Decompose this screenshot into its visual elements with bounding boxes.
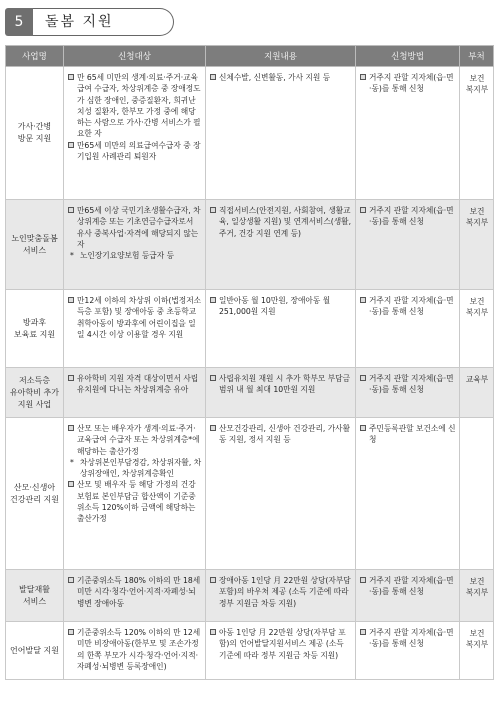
target-list [68, 295, 202, 340]
list-item [210, 627, 352, 661]
support-cell [206, 368, 356, 418]
section-title: 돌봄 지원 [33, 8, 174, 36]
list-item [68, 423, 202, 457]
method-cell [356, 570, 460, 622]
list-item [68, 295, 202, 340]
program-name: 노인맞춤돌봄 서비스 [6, 200, 64, 290]
method-cell [356, 200, 460, 290]
table-row [6, 368, 494, 418]
list-item [360, 423, 456, 446]
target-cell [64, 418, 206, 570]
list-item [360, 373, 456, 396]
bullet-icon [68, 577, 74, 583]
col-header-target: 신청대상 [64, 46, 206, 67]
bullet-icon [210, 629, 216, 635]
agency-cell: 보건 복지부 [460, 622, 494, 680]
agency-cell: 보건 복지부 [460, 290, 494, 368]
bullet-icon [360, 375, 366, 381]
bullet-icon [360, 74, 366, 80]
method-list [360, 72, 456, 95]
list-item [360, 575, 456, 598]
support-cell [206, 67, 356, 200]
support-list [210, 575, 352, 609]
list-item [210, 205, 352, 239]
target-cell [64, 622, 206, 680]
table-row [6, 418, 494, 570]
target-cell [64, 570, 206, 622]
target-list [68, 627, 202, 672]
item-text: 만 65세 미만의 생계·의료·주거·교육급여 수급자, 차상위계층 중 장애정도가 심한 장애인, 중증질환자, 희귀난치성 질환자, 한부모 가정 중에 해당하는 사람으로 가사·간병 서비스가 필요한 자 [77, 73, 201, 139]
program-name: 방과후 보육료 지원 [6, 290, 64, 368]
target-list [68, 72, 202, 162]
agency-cell [460, 418, 494, 570]
list-item [210, 373, 352, 396]
item-text: 산모 및 배우자 등 해당 가정의 건강보험료 본인부담금 합산액이 기준중위소득 120%이하 금액에 해당하는 출산가정 [77, 480, 196, 524]
bullet-icon [360, 577, 366, 583]
note-text: 차상위본인부담경감, 차상위자활, 차상위장애인, 차상위계층확인 [80, 457, 202, 479]
program-name: 저소득층 유아학비 추가 지원 사업 [6, 368, 64, 418]
bullet-icon [68, 629, 74, 635]
section-header [5, 8, 165, 36]
list-item [68, 72, 202, 140]
list-item [68, 205, 202, 250]
list-item [360, 295, 456, 318]
target-cell [64, 290, 206, 368]
support-cell [206, 290, 356, 368]
agency-cell: 보건 복지부 [460, 200, 494, 290]
method-list [360, 627, 456, 650]
target-cell [64, 200, 206, 290]
item-text: 산모건강관리, 신생아 건강관리, 가사활동 지원, 정서 지원 등 [219, 424, 351, 445]
table-row [6, 622, 494, 680]
item-text: 만65세 이상 국민기초생활수급자, 차상위계층 또는 기초연금수급자로서 유사 중복사업·자격에 해당되지 않는 자 [77, 206, 201, 249]
col-header-support: 지원내용 [206, 46, 356, 67]
support-table [5, 45, 494, 680]
agency-cell: 보건 복지부 [460, 67, 494, 200]
asterisk-icon: * [70, 457, 74, 467]
bullet-icon [210, 577, 216, 583]
bullet-icon [360, 207, 366, 213]
agency-cell: 교육부 [460, 368, 494, 418]
asterisk-icon: * [70, 251, 74, 261]
program-name: 산모·신생아 건강관리 지원 [6, 418, 64, 570]
col-header-method: 신청방법 [356, 46, 460, 67]
method-list [360, 373, 456, 396]
bullet-icon [360, 297, 366, 303]
item-text: 주민등록관할 보건소에 신청 [369, 424, 456, 445]
item-text: 거주지 관할 지자체(읍·면·동)를 통해 신청 [369, 296, 454, 317]
list-item [210, 423, 352, 446]
item-text: 신체수발, 신변활동, 가사 지원 등 [219, 73, 331, 82]
table-header-row [6, 46, 494, 67]
support-cell [206, 570, 356, 622]
note-item [68, 250, 202, 261]
support-cell [206, 622, 356, 680]
item-text: 거주지 관할 지자체(읍·면·동)를 통해 신청 [369, 206, 454, 227]
target-list [68, 575, 202, 609]
list-item [360, 72, 456, 95]
item-text: 거주지 관할 지자체(읍·면·동)를 통해 신청 [369, 73, 454, 94]
support-list [210, 373, 352, 396]
method-list [360, 575, 456, 598]
table-row [6, 570, 494, 622]
bullet-icon [210, 74, 216, 80]
program-name: 가사·간병 방문 지원 [6, 67, 64, 200]
item-text: 거주지 관할 지자체(읍·면·동)를 통해 신청 [369, 576, 454, 597]
item-text: 유아학비 지원 자격 대상이면서 사립유치원에 다니는 차상위계층 유아 [77, 374, 199, 395]
bullet-icon [68, 481, 74, 487]
list-item [210, 72, 352, 83]
item-text: 사립유치원 재원 시 추가 학부모 부담금 범위 내 월 최대 10만원 지원 [219, 374, 351, 395]
bullet-icon [68, 425, 74, 431]
list-item [68, 373, 202, 396]
item-text: 산모 또는 배우자가 생계·의료·주거·교육급여 수급자 또는 차상위계층*에 해당하는 출산가정 [77, 424, 200, 456]
target-list [68, 205, 202, 261]
bullet-icon [210, 425, 216, 431]
list-item [210, 575, 352, 609]
list-item [360, 205, 456, 228]
item-text: 기준중위소득 180% 이하의 만 18세 미만 시각·청각·언어·지적·자폐성·뇌병변 장애아동 [77, 576, 201, 608]
target-list [68, 423, 202, 525]
list-item [68, 140, 202, 163]
item-text: 거주지 관할 지자체(읍·면·동)를 통해 신청 [369, 628, 454, 649]
item-text: 만12세 이하의 차상위 이하(법정저소득층 포함) 및 장애아동 중 초등학교 취학아동이 방과후에 어린이집을 일일 4시간 이상 이용할 경우 지원 [77, 296, 202, 339]
item-text: 장애아동 1인당 月 22만원 상당(자부담 포함)의 바우처 제공 (소득 기준에 따라 정부 지원금 차등 지원) [219, 576, 351, 608]
target-list [68, 373, 202, 396]
support-list [210, 627, 352, 661]
target-cell [64, 368, 206, 418]
method-cell [356, 67, 460, 200]
section-number: 5 [5, 8, 33, 36]
note-item [68, 457, 202, 480]
bullet-icon [68, 297, 74, 303]
method-cell [356, 418, 460, 570]
col-header-program: 사업명 [6, 46, 64, 67]
item-text: 기준중위소득 120% 이하의 만 12세 미만 비장애아동(한부모 및 조손가정의 한쪽 부모가 시각·청각·언어·지적·자폐성·뇌병변 등록장애인) [77, 628, 201, 671]
support-cell [206, 200, 356, 290]
bullet-icon [68, 142, 74, 148]
item-text: 직접서비스(안전지원, 사회참여, 생활교육, 일상생활 지원) 및 연계서비스(생활, 주거, 건강 지원 연계 등) [219, 206, 352, 238]
item-text: 만65세 미만의 의료급여수급자 중 장기입원 사례관리 퇴원자 [77, 140, 201, 162]
bullet-icon [68, 207, 74, 213]
bullet-icon [360, 629, 366, 635]
list-item [68, 479, 202, 524]
bullet-icon [210, 297, 216, 303]
method-list [360, 295, 456, 318]
bullet-icon [68, 74, 74, 80]
list-item [210, 295, 352, 318]
program-name: 발달재활 서비스 [6, 570, 64, 622]
target-cell [64, 67, 206, 200]
agency-cell: 보건 복지부 [460, 570, 494, 622]
bullet-icon [210, 375, 216, 381]
table-row [6, 290, 494, 368]
bullet-icon [210, 207, 216, 213]
table-row [6, 67, 494, 200]
list-item [360, 627, 456, 650]
method-cell [356, 622, 460, 680]
support-list [210, 205, 352, 239]
method-list [360, 423, 456, 446]
method-cell [356, 368, 460, 418]
support-list [210, 423, 352, 446]
item-text: 거주지 관할 지자체(읍·면·동)를 통해 신청 [369, 374, 454, 395]
support-list [210, 295, 352, 318]
table-row [6, 200, 494, 290]
item-text: 일반아동 월 10만원, 장애아동 월 251,000원 지원 [219, 296, 331, 317]
col-header-agency: 부처 [460, 46, 494, 67]
method-list [360, 205, 456, 228]
support-list [210, 72, 352, 83]
method-cell [356, 290, 460, 368]
list-item [68, 575, 202, 609]
bullet-icon [68, 375, 74, 381]
note-text: 노인장기요양보험 등급자 등 [80, 251, 175, 261]
list-item [68, 627, 202, 672]
support-cell [206, 418, 356, 570]
bullet-icon [360, 425, 366, 431]
program-name: 언어발달 지원 [6, 622, 64, 680]
item-text: 아동 1인당 月 22만원 상당(자부담 포함)의 언어발달지원서비스 제공 (소득 기준에 따라 정부 지원금 차등 지원) [219, 628, 346, 660]
